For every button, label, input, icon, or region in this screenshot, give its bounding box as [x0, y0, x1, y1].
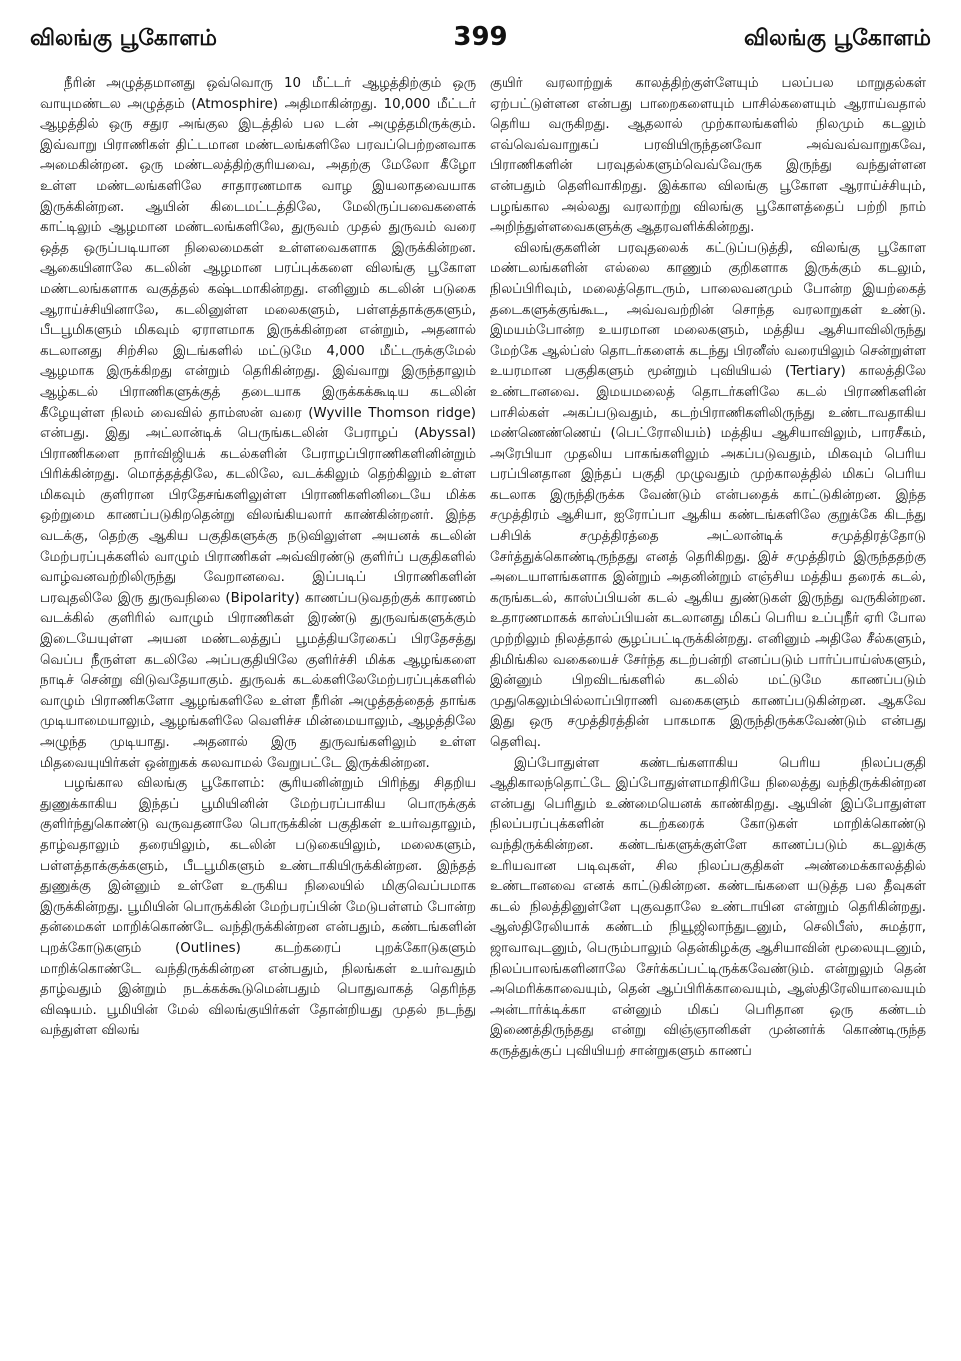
paragraph: நீரின் அழுத்தமானது ஒவ்வொரு 10 மீட்டர் ஆழத்திற்கும் ஒரு வாயுமண்டல அழுத்தம் (Atmosphire) அதிமாகின்றது. 10,000 மீட்டர் ஆழத்தில் ஒரு சதுர அங்குல இடத்தில் பல டன் அழுத்தமிருக்கும். இவ்வாறு பிராணிகள் திட்டமான மண்டலங்களிலே பரவப்பெற்றனவாக அமைகின்றன. ஒரு மண்டலத்திற்குரியவை, அதற்கு மேலோ கீழோ உள்ள மண்டலங்களிலே சாதாரணமாக வாழ இயலாதவையாக இருக்கின்றன. ஆயின் கிடைமட்டத்திலே, மேலிருப்பவைகளைக் காட்டிலும் ஆழமான மண்டலங்களிலே, துருவம் முதல் துருவம் வரை ஒத்த ஒருப்படியான நிலைமைகள் உள்ளவைகளாக இருக்கின்றன. ஆகையினாலே கடலின் ஆழமான பரப்புக்களை விலங்கு பூகோள மண்டலங்களாக வகுத்தல் கஷ்டமாகின்றது. எனினும் கடலின் படுகை ஆராய்ச்சியினாலே, கடலினுள்ள மலைகளும், பள்ளத்தாக்குகளும், பீடபூமிகளும் மிகவும் ஏராளமாக இருக்கின்றன என்றும், அதனால் கடலானது சிற்சில இடங்களில் மட்டுமே 4,000 மீட்டருக்குமேல் ஆழமாக இருக்கிறது என்றும் தெரிகின்றது. இவ்வாறு இருந்தாலும் ஆழ்கடல் பிராணிகளுக்குத் தடையாக இருக்கக்கூடிய கடலின் கீழேயுள்ள நிலம் வைவில் தாம்ஸன் வரை (Wyville Thomson ridge) என்பது. இது அட்லான்டிக் பெருங்கடலின் பேராழப் (Abyssal) பிராணிகளை நார்விஜியக் கடல்களின் பேராழப்பிராணிகளினின்றும் பிரிக்கின்றது. மொத்தத்திலே, கடலிலே, வடக்கிலும் தெற்கிலும் உள்ள மிகவும் குளிரான பிரதேசங்களிலுள்ள பிராணிகளினிடையே மிக்க ஒற்றுமை காணப்படுகிறதென்று விலங்கியலார் காண்கின்றனர். இந்த வடக்கு, தெற்கு ஆகிய பகுதிகளுக்கு நடுவிலுள்ள அயனக் கடலின் மேற்பரப்புக்களில் வாழும் பிராணிகள் அவ்விரண்டு குளிர்ப் பகுதிகளில் வாழ்வனவற்றிலிருந்து வேறானவை. இப்படிப் பிராணிகளின் பரவுதலிலே இரு துருவநிலை (Bipolarity) காணப்படுவதற்குக் காரணம் வடக்கில் குளிரில் வாழும் பிராணிகள் இரண்டு துருவங்களுக்கும் இடையேயுள்ள அயன மண்டலத்துப் பூமத்தியரேகைப் பிரதேசத்து வெப்ப நீருள்ள கடலிலே அப்பகுதியிலே குளிர்ச்சி மிக்க ஆழங்களை நாடிச் சென்று விடுவதேயாகும். துருவக் கடல்களிலேமேற்பரப்புக்களில் வாழும் பிராணிகளோ ஆழங்களிலே உள்ள நீரின் அழுத்தத்தைத் தாங்க முடியாமையாலும், ஆழங்களிலே வெளிச்ச மின்மையாலும், ஆழத்திலே அழுந்த முடியாது. அதனால் இரு துருவங்களிலும் உள்ள மிதவையுயிர்கள் ஒன்றுகக் கலவாமல் வேறுபட்டே இருக்கின்றன.	[40, 76, 476, 771]
page-header	[30, 18, 931, 68]
running-title-left: விலங்கு பூகோளம்	[30, 26, 217, 51]
paragraph: குயிர் வரலாற்றுக் காலத்திற்குள்ளேயும் பலப்பல மாறுதல்கள் ஏற்பட்டுள்ளன என்பது பாறைகளையும் பாசில்களையும் ஆராய்வதால் தெரிய வருகிறது. ஆதலால் முற்காலங்களில் நிலமும் கடலும் எவ்வெவ்வாறுகப் பரவியிருந்தனவோ அவ்வவ்வாறுகவே, பிராணிகளின் பரவுதல்களும்வெவ்வேருக இருந்து வந்துள்ளன என்பதும் தெளிவாகிறது. இக்கால விலங்கு பூகோள ஆராய்ச்சியும், பழங்கால அல்லது வரலாற்று விலங்கு பூகோளத்தைப் பற்றி நாம் அறிந்துள்ளவைகளுக்கு ஆதரவளிக்கின்றது.	[490, 76, 926, 236]
right-column	[490, 74, 926, 1352]
paragraph: பழங்கால விலங்கு பூகோளம்: சூரியனின்றும் பிரிந்து சிதறிய துணுக்காகிய இந்தப் பூமியினின் மேற்பரப்பாகிய பொருக்குக் குளிர்ந்துகொண்டு வருவதனாலே பொருக்கின் பகுதிகள் உயர்வதாலும், தாழ்வதாலும் தரையிலும், கடலின் படுகையிலும், மலைகளும், பள்ளத்தாக்குக்களும், பீடபூமிகளும் உண்டாகியிருக்கின்றன. இந்தத் துணுக்கு இன்னும் உள்ளே உருகிய நிலையில் மிகுவெப்பமாக இருக்கின்றது. பூமியின் பொருக்கின் மேற்பரப்பின் மேடுபள்ளம் போன்ற தன்மைகள் மாறிக்கொண்டே வந்திருக்கின்றன என்பதும், கண்டங்களின் புறக்கோடுகளும் (Outlines) கடற்கரைப் புறக்கோடுகளும் மாறிக்கொண்டே வந்திருக்கின்றன என்பதும், நிலங்கள் உயர்வதும் தாழ்வதும் இன்றும் நடக்கக்கூடுமென்பதும் பொதுவாகத் தெரிந்த விஷயம். பூமியின் மேல் விலங்குயிர்கள் தோன்றியது முதல் நடந்து வந்துள்ள விலங்	[40, 776, 476, 1039]
running-title-right: விலங்கு பூகோளம்	[744, 26, 931, 51]
left-column	[40, 74, 476, 1352]
page-number: 399	[453, 22, 508, 52]
paragraph: இப்போதுள்ள கண்டங்களாகிய பெரிய நிலப்பகுதி ஆதிகாலந்தொட்டே இப்போதுள்ளமாதிரியே நிலைத்து வந்திருக்கின்றன என்பது பெரிதும் உண்மையெனக் காண்கிறது. ஆயின் இப்போதுள்ள நிலப்பரப்புக்களின் கடற்கரைக் கோடுகள் மாறிக்கொண்டு வந்திருக்கின்றன. கண்டங்களுக்குள்ளே காணப்படும் கடலுக்கு உரியவான படிவுகள், சில நிலப்பகுதிகள் அண்மைக்காலத்தில் உண்டானவை எனக் காட்டுகின்றன. கண்டங்களை யடுத்த பல தீவுகள் கடல் நிலத்தினுள்ளே புகுவதாலே உண்டாயின என்றும் தெரிகின்றது. ஆஸ்திரேலியாக் கண்டம் நியூஜிலாந்துடனும், செலிபீஸ், சுமத்ரா, ஜாவாவுடனும், பெரும்பாலும் தென்கிழக்கு ஆசியாவின் மூலையுடனும், நிலப்பாலங்களினாலே சேர்க்கப்பட்டிருக்கவேண்டும். என்றுலும் தென் அமெரிக்காவையும், தென் ஆப்பிரிக்காவையும், ஆஸ்திரேலியாவையும் அன்டார்க்டிக்கா என்னும் மிகப் பெரிதான ஒரு கண்டம் இணைத்திருந்தது என்று விஞ்ஞானிகள் முன்னர்க் கொண்டிருந்த கருத்துக்குப் புவியியற் சான்றுகளும் காணப்	[490, 755, 926, 1059]
paragraph: விலங்குகளின் பரவுதலைக் கட்டுப்படுத்தி, விலங்கு பூகோள மண்டலங்களின் எல்லை காணும் குறிகளாக இருக்கும் கடலும், நிலப்பிரிவும், மலைத்தொடரும், பாலைவனமும் போன்ற இயற்கைத் தடைகளுக்குங்கூட, அவ்வவற்றின் சொந்த வரலாறுகள் உண்டு. இமயம்போன்ற உயரமான மலைகளும், மத்திய ஆசியாவிலிருந்து மேற்கே ஆல்ப்ஸ் தொடர்களைக் கடந்து பிரனீஸ் வரையிலும் சென்றுள்ள உயரமான பகுதிகளும் மூன்றும் புவியியல் (Tertiary) காலத்திலே உண்டானவை. இமயமலைத் தொடர்களிலே கடல் பிராணிகளின் பாசில்கள் அகப்படுவதும், கடற்பிராணிகளிலிருந்து உண்டாவதாகிய மண்ணெண்ணெய் (பெட்ரோலியம்) மத்திய ஆசியாவிலும், பாரசீகம், அரேபியா முதலிய பாகங்களிலும் அகப்படுவதும், மிகவும் பெரிய பரப்பினதான இந்தப் பகுதி முழுவதும் முற்காலத்தில் மிகப் பெரிய கடலாக இருந்திருக்க வேண்டும் என்பதைக் காட்டுகின்றன. இந்த சமுத்திரம் ஆசியா, ஐரோப்பா ஆகிய கண்டங்களிலே குறுக்கே கிடந்து பசிபிக் சமுத்திரத்தை அட்லான்டிக் சமுத்திரத்தோடு சேர்த்துக்கொண்டிருந்தது எனத் தெரிகிறது. இச் சமுத்திரம் இருந்ததற்கு அடையாளங்களாக இன்றும் அதனின்றும் எஞ்சிய மத்திய தரைக் கடல், கருங்கடல், காஸ்ப்பியன் கடல் ஆகிய துண்டுகள் இருந்து வருகின்றன. உதாரணமாகக் காஸ்ப்பியன் கடலானது மிகப் பெரிய உப்புநீர் ஏரி போல முற்றிலும் நிலத்தால் சூழப்பட்டிருக்கின்றது. எனினும் அதிலே சீல்களும், திமிங்கில வகையைச் சேர்ந்த கடற்பன்றி எனப்படும் பார்ப்பாய்ஸ்களும், இன்னும் பிறவிடங்களில் கடலில் மட்டுமே காணப்படும் முதுகெலும்பில்லாப்பிராணி வகைகளும் காணப்படுகின்றன. ஆகவே இது ஒரு சமுத்திரத்தின் பாகமாக இருந்திருக்கவேண்டும் என்பது தெளிவு.	[490, 240, 926, 750]
